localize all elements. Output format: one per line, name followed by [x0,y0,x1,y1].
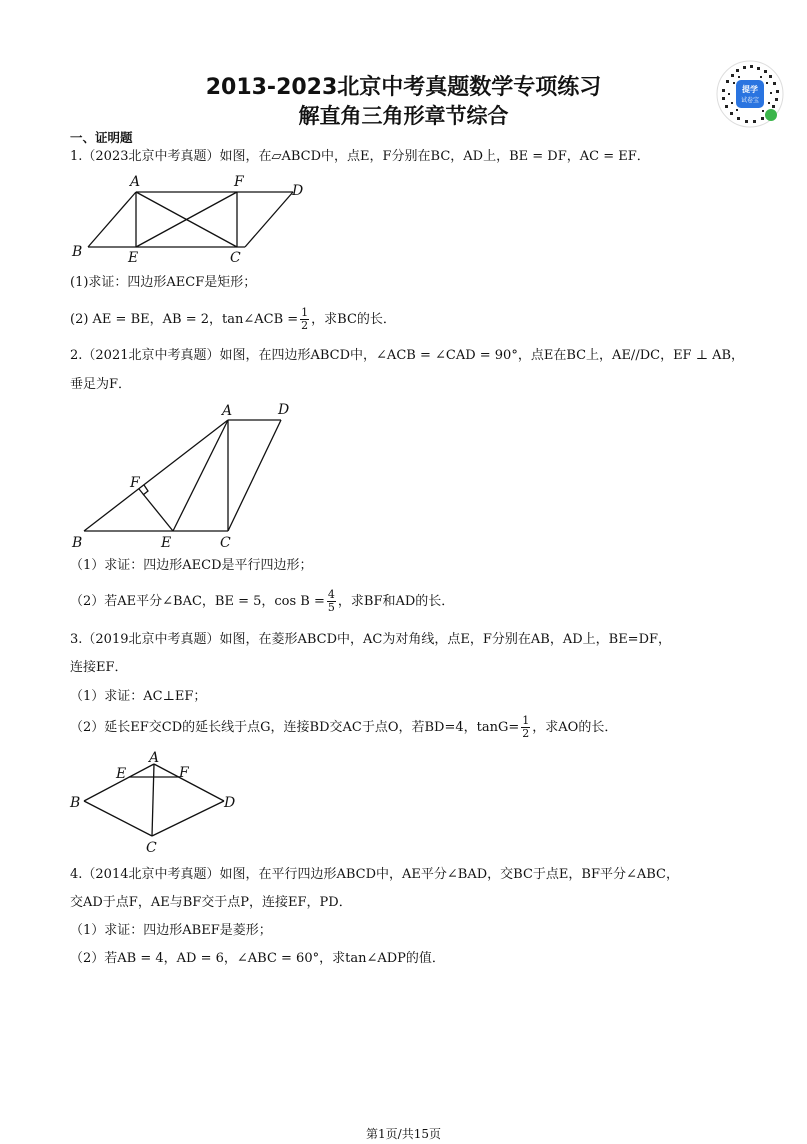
q3-label-e: E [116,766,127,782]
q2-label-c: C [220,535,231,551]
q3-label-c: C [146,840,157,856]
q3-stem-cont: 连接EF． [70,660,128,675]
q1-label-c: C [230,250,241,266]
q1-label-a: A [130,174,141,190]
q2-label-e: E [161,535,172,551]
q2-label-b: B [72,535,83,551]
q2-label-a: A [222,403,233,419]
q1-label-e: E [128,250,139,266]
q3-label-a: A [149,750,160,766]
q2-stem: 2.（2021北京中考真题）如图，在四边形ABCD中，∠ACB = ∠CAD = 90°，点E在BC上，AE//DC，EF ⊥ AB， [70,348,745,363]
q3-part1: （1）求证：AC⊥EF； [70,689,207,704]
page-subtitle: 解直角三角形章节综合 [298,104,509,128]
page-title: 2013-2023北京中考真题数学专项练习 [205,75,602,100]
q1-label-f: F [234,174,244,190]
q3-stem: 3.（2019北京中考真题）如图，在菱形ABCD中，AC为对角线，点E，F分别在AB，AD上，BE=DF， [70,632,672,647]
q3-label-d: D [224,795,236,811]
q1-part1: (1)求证：四边形AECF是矩形； [70,275,257,290]
q2-figure [68,400,308,552]
qr-code-icon [716,60,784,128]
q3-part2: （2）延长EF交CD的延长线于点G，连接BD交AC于点O，若BD=4，tanG= $\frac{1}{2}$ ，求AO的长． [70,714,618,740]
page-footer: 第1页/共15页 [366,1127,441,1141]
q2-label-f: F [130,475,140,491]
qr-badge-text-1: 提学 [742,85,758,94]
q3-figure [68,750,248,862]
q2-label-d: D [278,402,290,418]
q4-part1: （1）求证：四边形ABEF是菱形； [70,923,272,938]
q2-stem-cont: 垂足为F． [70,377,132,392]
q1-stem: 1.（2023北京中考真题）如图，在▱ABCD中，点E，F分别在BC，AD上，BE = DF，AC = EF． [70,149,650,164]
q1-label-b: B [72,244,83,260]
q4-stem-cont: 交AD于点F，AE与BF交于点P，连接EF，PD． [70,895,352,910]
q4-part2: （2）若AB = 4，AD = 6，∠ABC = 60°，求tan∠ADP的值． [70,951,445,966]
q3-label-f: F [179,765,189,781]
qr-badge-text-2: 试卷宝 [740,97,760,104]
q2-part2: （2）若AE平分∠BAC，BE = 5，cos B = $\frac{4}{5}$ ，求BF和AD的长． [70,588,455,614]
q2-part1: （1）求证：四边形AECD是平行四边形； [70,558,313,573]
section-heading: 一、证明题 [70,130,133,145]
q1-figure [68,170,318,268]
q4-stem: 4.（2014北京中考真题）如图，在平行四边形ABCD中，AE平分∠BAD，交BC于点E，BF平分∠ABC， [70,867,680,882]
q3-label-b: B [70,795,81,811]
q1-label-d: D [292,183,304,199]
q1-part2: (2) AE = BE，AB = 2，tan∠ACB = $\frac{1}{2}$ ，求BC的长． [70,306,396,332]
